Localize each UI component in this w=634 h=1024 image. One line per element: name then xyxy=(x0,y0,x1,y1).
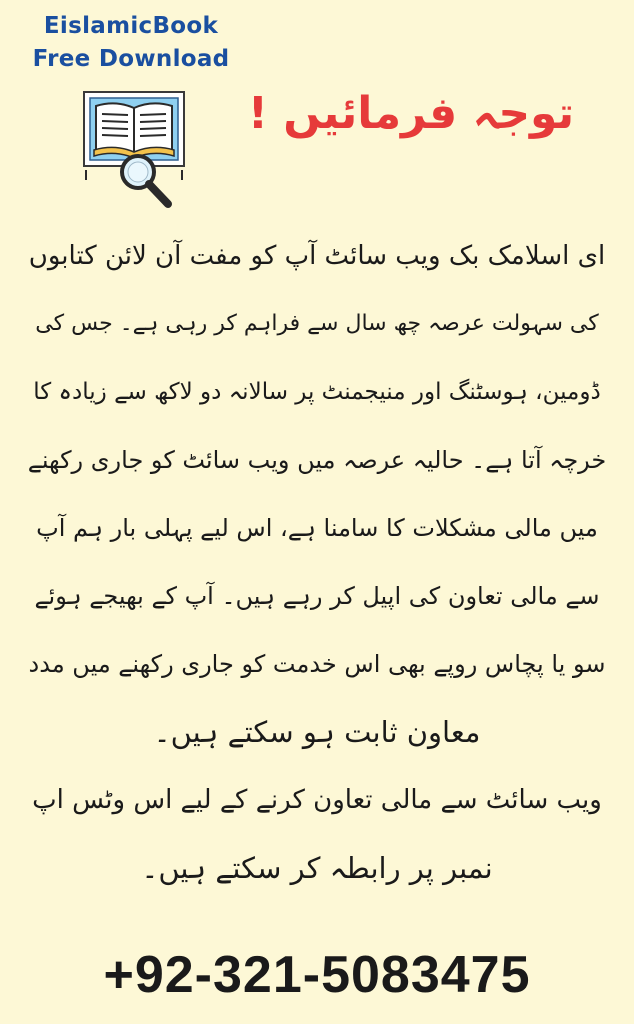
message-line: ڈومین، ہوسٹنگ اور منیجمنٹ پر سالانہ دو لاکھ سے زیادہ کا xyxy=(33,379,601,405)
message-line: ویب سائٹ سے مالی تعاون کرنے کے لیے اس وٹس اپ xyxy=(32,785,602,815)
brand-tagline: Free Download xyxy=(32,45,230,72)
message-line: خرچہ آتا ہے۔ حالیہ عرصہ میں ویب سائٹ کو جاری رکھنے xyxy=(27,446,607,474)
message-line: ای اسلامک بک ویب سائٹ آپ کو مفت آن لائن کتابوں xyxy=(28,241,606,271)
message-line: معاون ثابت ہو سکتے ہیں۔ xyxy=(153,715,481,749)
book-search-icon xyxy=(82,90,190,208)
message-line: نمبر پر رابطہ کر سکتے ہیں۔ xyxy=(141,851,493,885)
brand-logo xyxy=(26,10,236,75)
message-line: میں مالی مشکلات کا سامنا ہے، اس لیے پہلی بار ہم آپ xyxy=(36,514,598,542)
message-line: کی سہولت عرصہ چھ سال سے فراہم کر رہی ہے۔ جس کی xyxy=(35,311,599,336)
message-line: سو یا پچاس روپے بھی اس خدمت کو جاری رکھنے میں مدد xyxy=(28,650,606,678)
message-line: سے مالی تعاون کی اپیل کر رہے ہیں۔ آپ کے بھیجے ہوئے xyxy=(34,582,600,610)
appeal-message xyxy=(26,222,608,902)
brand-name: EislamicBook xyxy=(43,13,219,39)
notice-headline: توجہ فرمائیں ! xyxy=(247,88,575,139)
whatsapp-number: +92-321-5083475 xyxy=(103,946,531,1004)
